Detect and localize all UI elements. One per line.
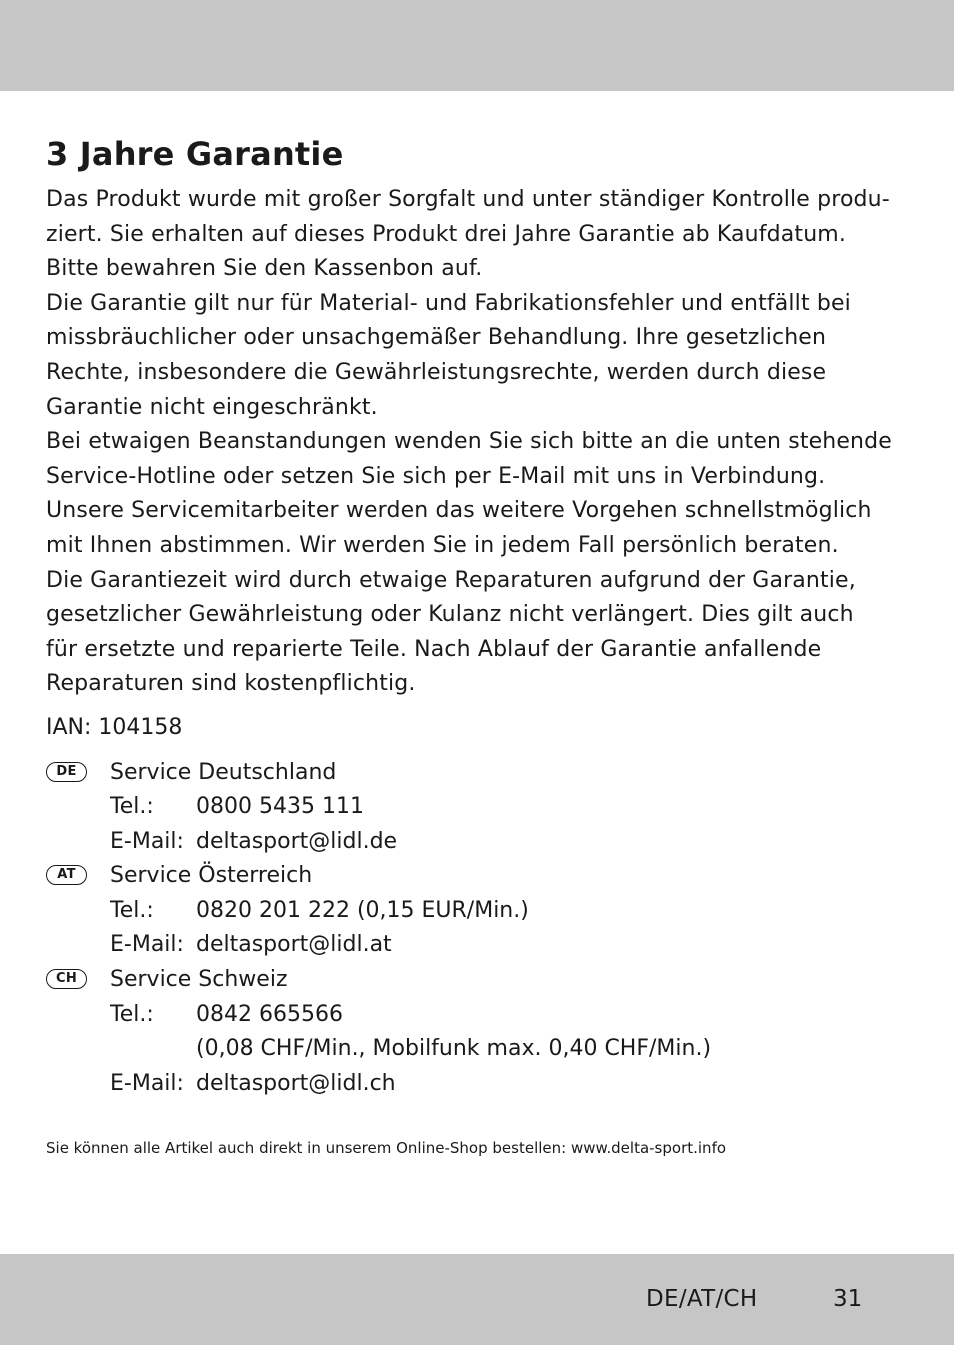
phone-label: Tel.:	[110, 794, 154, 820]
email-address: deltasport@lidl.at	[196, 932, 392, 958]
body-line: Bei etwaigen Beanstandungen wenden Sie sich bitte an die unten stehende	[46, 429, 892, 455]
body-line: gesetzlicher Gewährleistung oder Kulanz nicht verlängert. Dies gilt auch	[46, 602, 854, 628]
service-name: Service Deutschland	[110, 759, 337, 785]
online-shop-note: Sie können alle Artikel auch direkt in unserem Online-Shop bestellen: www.delta-sport.info	[46, 1139, 727, 1157]
body-line: Unsere Servicemitarbeiter werden das weitere Vorgehen schnellstmöglich	[46, 498, 872, 524]
service-germany	[46, 756, 916, 860]
body-line: mit Ihnen abstimmen. Wir werden Sie in jedem Fall persönlich beraten.	[46, 532, 839, 558]
guarantee-text	[46, 183, 916, 702]
page-content	[46, 134, 916, 1101]
email-row	[110, 1067, 916, 1102]
body-line: Bitte bewahren Sie den Kassenbon auf.	[46, 256, 483, 282]
service-contacts	[46, 756, 916, 1102]
service-austria	[46, 859, 916, 963]
footer-region: DE/AT/CH	[646, 1286, 758, 1312]
de-badge-icon: DE	[46, 762, 87, 782]
phone-row	[110, 998, 916, 1033]
email-row	[110, 928, 916, 963]
body-line: Reparaturen sind kostenpflichtig.	[46, 671, 416, 697]
email-label: E-Mail:	[110, 828, 184, 854]
email-label: E-Mail:	[110, 932, 184, 958]
page-title: 3 Jahre Garantie	[46, 135, 344, 173]
service-name: Service Österreich	[110, 863, 313, 889]
phone-number: 0800 5435 111	[196, 794, 364, 820]
body-line: für ersetzte und reparierte Teile. Nach Ablauf der Garantie anfallende	[46, 636, 822, 662]
phone-number: 0842 665566	[196, 1001, 343, 1027]
body-line: missbräuchlicher oder unsachgemäßer Behandlung. Ihre gesetzlichen	[46, 325, 827, 351]
body-line: Die Garantie gilt nur für Material- und Fabrikationsfehler und entfällt bei	[46, 290, 851, 316]
at-badge-icon: AT	[46, 865, 87, 885]
ian-number: IAN: 104158	[46, 714, 183, 740]
body-line: ziert. Sie erhalten auf dieses Produkt drei Jahre Garantie ab Kaufdatum.	[46, 221, 847, 247]
service-switzerland	[46, 963, 916, 1101]
email-address: deltasport@lidl.de	[196, 828, 398, 854]
phone-row	[110, 894, 916, 929]
body-line: Garantie nicht eingeschränkt.	[46, 394, 378, 420]
phone-number: 0820 201 222 (0,15 EUR/Min.)	[196, 897, 529, 923]
page-number: 31	[833, 1286, 863, 1312]
ch-badge-icon: CH	[46, 969, 87, 989]
footer-band	[0, 1254, 954, 1345]
body-line: Service-Hotline oder setzen Sie sich per E-Mail mit uns in Verbindung.	[46, 463, 826, 489]
email-label: E-Mail:	[110, 1070, 184, 1096]
phone-label: Tel.:	[110, 897, 154, 923]
phone-rate-note: (0,08 CHF/Min., Mobilfunk max. 0,40 CHF/Min.)	[196, 1036, 712, 1062]
email-row	[110, 825, 916, 860]
body-line: Das Produkt wurde mit großer Sorgfalt und unter ständiger Kontrolle produ-	[46, 187, 890, 212]
body-line: Die Garantiezeit wird durch etwaige Reparaturen aufgrund der Garantie,	[46, 567, 856, 593]
phone-row	[110, 790, 916, 825]
header-band	[0, 0, 954, 91]
service-name: Service Schweiz	[110, 967, 288, 993]
email-address: deltasport@lidl.ch	[196, 1070, 396, 1096]
phone-label: Tel.:	[110, 1001, 154, 1027]
body-line: Rechte, insbesondere die Gewährleistungsrechte, werden durch diese	[46, 359, 827, 385]
phone-note-row	[110, 1032, 916, 1067]
